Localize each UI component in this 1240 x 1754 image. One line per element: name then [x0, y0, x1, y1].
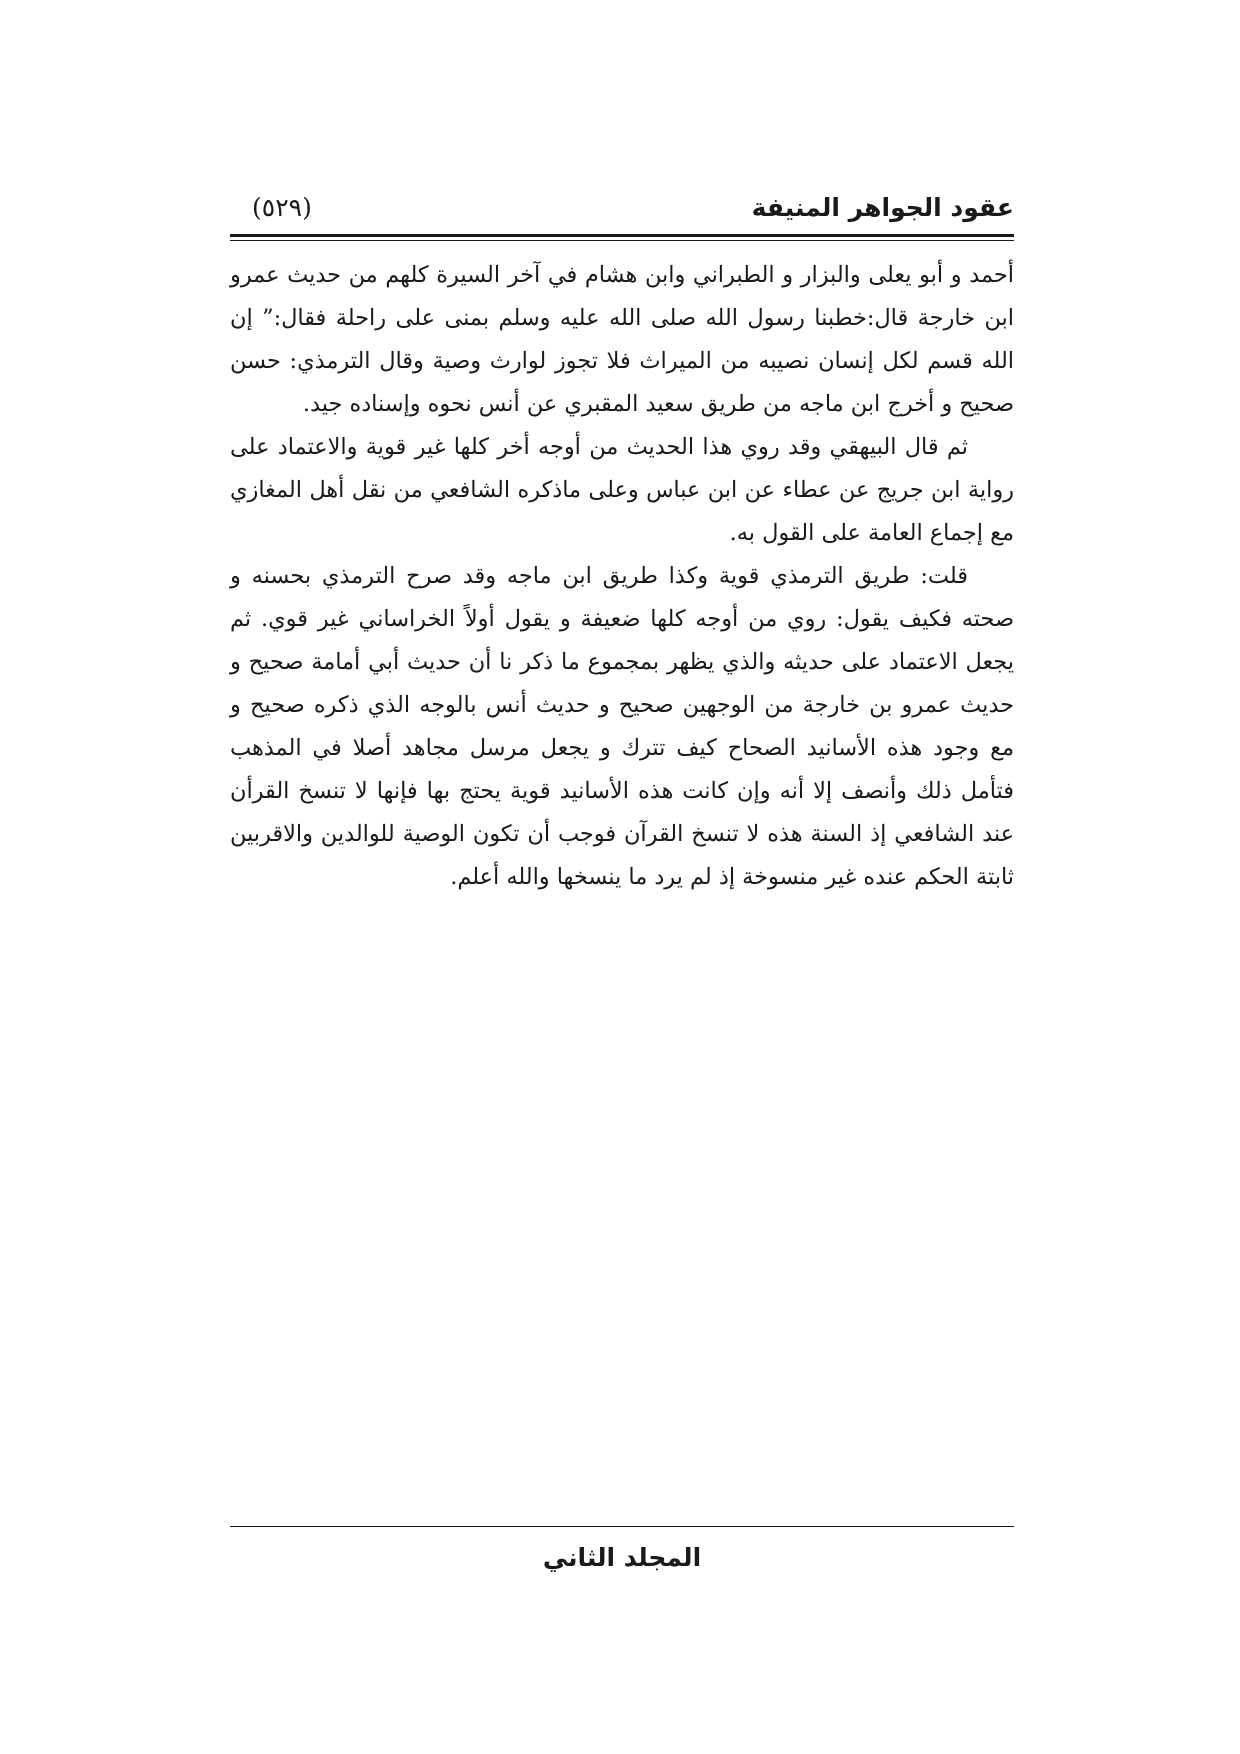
page-number: (٥٢٩) — [252, 193, 312, 222]
paragraph-3: قلت: طريق الترمذي قوية وكذا طريق ابن ماجه وقد صرح الترمذي بحسنه و صحته فكيف يقول: روي من أوجه كلها ضعيفة و يقول أولاً الخراساني غير قوي. ثم يجعل الاعتماد على حديثه والذي يظهر بمجموع ما ذكر نا أن حديث أبي أمامة صحيح و حديث عمرو بن خارجة من الوجهين صحيح و حديث أنس بالوجه الذي ذكره صحيح و مع وجود هذه الأسانيد الصحاح كيف تترك و يجعل مرسل مجاهد أصلا في المذهب فتأمل ذلك وأنصف إلا أنه وإن كانت هذه الأسانيد قوية يحتج بها فإنها لا تنسخ القرأن عند الشافعي إذ السنة هذه لا تنسخ القرآن فوجب أن تكون الوصية للوالدين والاقربين ثابتة الحكم عنده غير منسوخة إذ لم يرد ما ينسخها والله أعلم. — [230, 563, 1014, 890]
book-page — [230, 0, 1014, 1754]
running-header — [230, 190, 1014, 226]
body-text — [230, 254, 1014, 899]
header-double-rule — [230, 234, 1014, 241]
running-title: عقود الجواهر المنيفة — [751, 193, 1014, 222]
volume-label: المجلد الثاني — [542, 1543, 702, 1572]
footer-rule — [230, 1526, 1014, 1527]
paragraph-2: ثم قال البيهقي وقد روي هذا الحديث من أوجه أخر كلها غير قوية والاعتماد على رواية ابن جريج عن عطاء عن ابن عباس وعلى ماذكره الشافعي من نقل أهل المغازي مع إجماع العامة على القول به. — [230, 434, 1014, 546]
paragraph-1: أحمد و أبو يعلى والبزار و الطبراني وابن هشام في آخر السيرة كلهم من حديث عمرو ابن خارجة قال:خطبنا رسول الله صلى الله عليه وسلم بمنى على راحلة فقال:” إن الله قسم لكل إنسان نصيبه من الميراث فلا تجوز لوارث وصية وقال الترمذي: حسن صحيح و أخرج ابن ماجه من طريق سعيد المقبري عن أنس نحوه وإسناده جيد. — [230, 262, 1014, 417]
